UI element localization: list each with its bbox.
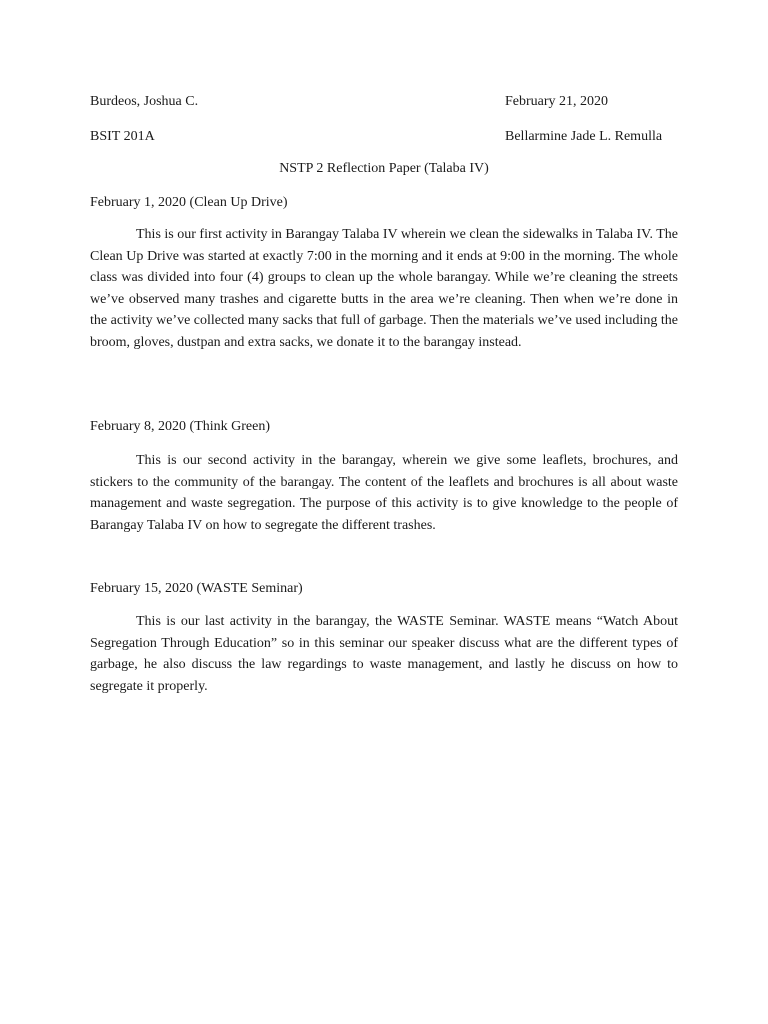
instructor-name: Bellarmine Jade L. Remulla: [505, 129, 663, 144]
entry-body-clean-up-drive: This is our first activity in Barangay Talaba IV wherein we clean the sidewalks in Talaba IV. The Clean Up Drive was started at exactly 7:00 in the morning and it ends at 9:00 in the morning. The whole class was divided into four (4) groups to clean up the whole barangay. While we’re cleaning the streets we’ve observed many trashes and cigarette butts in the area we’re cleaning. Then when we’re done in the activity we’ve collected many sacks that full of garbage. Then the materials we’ve used including the broom, gloves, dustpan and extra sacks, we donate it to the barangay instead.: [90, 227, 678, 350]
student-name: Burdeos, Joshua C.: [90, 94, 199, 109]
entry-heading-clean-up-drive: February 1, 2020 (Clean Up Drive): [90, 195, 288, 210]
document-title: NSTP 2 Reflection Paper (Talaba IV): [279, 161, 489, 176]
entry-body-think-green: This is our second activity in the barangay, wherein we give some leaflets, brochures, and stickers to the community of the barangay. The content of the leaflets and brochures is all about waste management and waste segregation. The purpose of this activity is to give knowledge to the people of Barangay Talaba IV on how to segregate the different trashes.: [90, 453, 678, 533]
entry-heading-think-green: February 8, 2020 (Think Green): [90, 419, 271, 434]
entry-body-waste-seminar: This is our last activity in the barangay, the WASTE Seminar. WASTE means “Watch About Segregation Through Education” so in this seminar our speaker discuss what are the different types of garbage, he also discuss the law regardings to waste management, and lastly he discuss on how to segregate it properly.: [90, 614, 678, 694]
entry-heading-waste-seminar: February 15, 2020 (WASTE Seminar): [90, 581, 303, 596]
class-section: BSIT 201A: [90, 129, 155, 144]
submission-date: February 21, 2020: [505, 94, 609, 109]
